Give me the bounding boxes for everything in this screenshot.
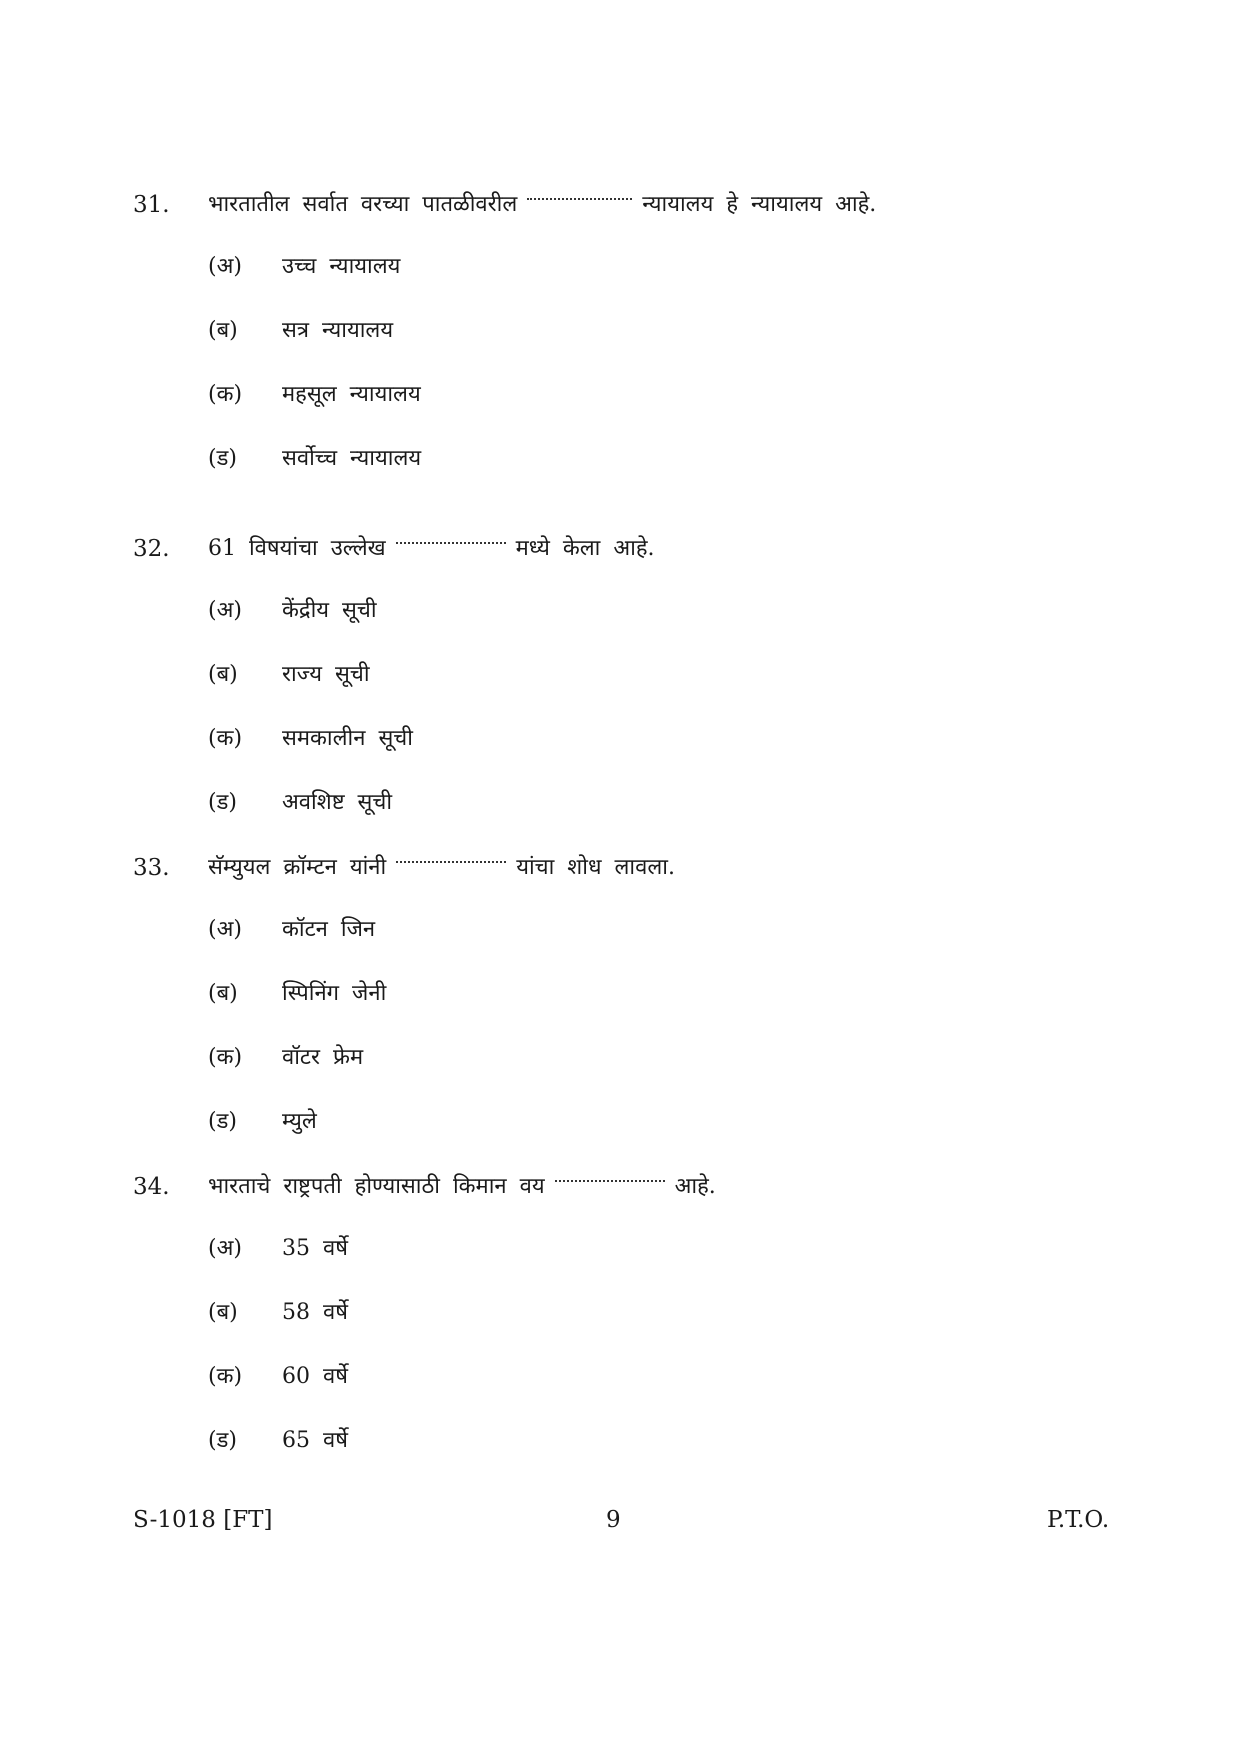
stem-after: आहे. bbox=[674, 1174, 716, 1199]
option-c bbox=[0, 719, 1240, 759]
option-a bbox=[0, 910, 1240, 950]
option-b bbox=[0, 655, 1240, 695]
option-a bbox=[0, 1229, 1240, 1269]
question-text bbox=[208, 848, 675, 888]
question-stem bbox=[0, 1167, 1240, 1207]
option-label: (ड) bbox=[208, 1428, 237, 1453]
question-stem bbox=[0, 185, 1240, 225]
question-stem bbox=[0, 529, 1240, 569]
option-text: सत्र न्यायालय bbox=[282, 318, 394, 343]
option-text: 58 वर्षे bbox=[282, 1300, 348, 1325]
option-text: अवशिष्ट सूची bbox=[282, 790, 393, 815]
option-c bbox=[0, 1038, 1240, 1078]
question-text bbox=[208, 185, 876, 225]
stem-before: भारताचे राष्ट्रपती होण्यासाठी किमान वय bbox=[208, 1174, 545, 1199]
option-text: उच्च न्यायालय bbox=[282, 254, 401, 279]
option-label: (ब) bbox=[208, 981, 238, 1006]
option-label: (ड) bbox=[208, 446, 237, 471]
option-text: वॉटर फ्रेम bbox=[282, 1045, 364, 1070]
question-number: 33. bbox=[133, 855, 170, 881]
option-text: केंद्रीय सूची bbox=[282, 598, 377, 623]
option-d bbox=[0, 439, 1240, 479]
option-label: (क) bbox=[208, 382, 243, 407]
fill-in-blank bbox=[527, 198, 632, 200]
option-label: (क) bbox=[208, 726, 243, 751]
option-d bbox=[0, 1421, 1240, 1461]
page-number: 9 bbox=[606, 1507, 621, 1533]
paper-code: S-1018 [FT] bbox=[133, 1507, 273, 1533]
option-text: 35 वर्षे bbox=[282, 1236, 348, 1261]
option-label: (अ) bbox=[208, 254, 242, 279]
option-text: कॉटन जिन bbox=[282, 917, 376, 942]
option-text: समकालीन सूची bbox=[282, 726, 413, 751]
option-label: (क) bbox=[208, 1364, 243, 1389]
option-b bbox=[0, 311, 1240, 351]
question-number: 31. bbox=[133, 192, 170, 218]
option-label: (ब) bbox=[208, 662, 238, 687]
stem-after: मध्ये केला आहे. bbox=[515, 536, 655, 561]
fill-in-blank bbox=[396, 861, 506, 863]
stem-after: न्यायालय हे न्यायालय आहे. bbox=[642, 192, 877, 217]
option-a bbox=[0, 591, 1240, 631]
option-a bbox=[0, 247, 1240, 287]
option-d bbox=[0, 783, 1240, 823]
option-label: (ब) bbox=[208, 318, 238, 343]
option-c bbox=[0, 375, 1240, 415]
option-text: 60 वर्षे bbox=[282, 1364, 348, 1389]
option-label: (ड) bbox=[208, 790, 237, 815]
option-text: राज्य सूची bbox=[282, 662, 370, 687]
stem-before: सॅम्युयल क्रॉम्टन यांनी bbox=[208, 855, 387, 880]
option-text: स्पिनिंग जेनी bbox=[282, 981, 387, 1006]
option-text: 65 वर्षे bbox=[282, 1428, 348, 1453]
option-label: (अ) bbox=[208, 598, 242, 623]
option-text: म्युले bbox=[282, 1109, 317, 1134]
stem-after: यांचा शोध लावला. bbox=[516, 855, 675, 880]
question-number: 34. bbox=[133, 1174, 170, 1200]
option-label: (अ) bbox=[208, 917, 242, 942]
fill-in-blank bbox=[396, 542, 506, 544]
option-label: (ब) bbox=[208, 1300, 238, 1325]
option-label: (ड) bbox=[208, 1109, 237, 1134]
question-text bbox=[208, 529, 655, 569]
question-text bbox=[208, 1167, 716, 1207]
please-turn-over: P.T.O. bbox=[1047, 1507, 1110, 1533]
option-c bbox=[0, 1357, 1240, 1397]
question-number: 32. bbox=[133, 536, 170, 562]
option-b bbox=[0, 974, 1240, 1014]
option-text: महसूल न्यायालय bbox=[282, 382, 421, 407]
option-label: (अ) bbox=[208, 1236, 242, 1261]
option-text: सर्वोच्च न्यायालय bbox=[282, 446, 422, 471]
stem-before: भारतातील सर्वात वरच्या पातळीवरील bbox=[208, 192, 518, 217]
option-b bbox=[0, 1293, 1240, 1333]
page-footer bbox=[0, 1500, 1240, 1540]
option-label: (क) bbox=[208, 1045, 243, 1070]
fill-in-blank bbox=[555, 1180, 665, 1182]
option-d bbox=[0, 1102, 1240, 1142]
stem-before: 61 विषयांचा उल्लेख bbox=[208, 536, 386, 561]
question-stem bbox=[0, 848, 1240, 888]
